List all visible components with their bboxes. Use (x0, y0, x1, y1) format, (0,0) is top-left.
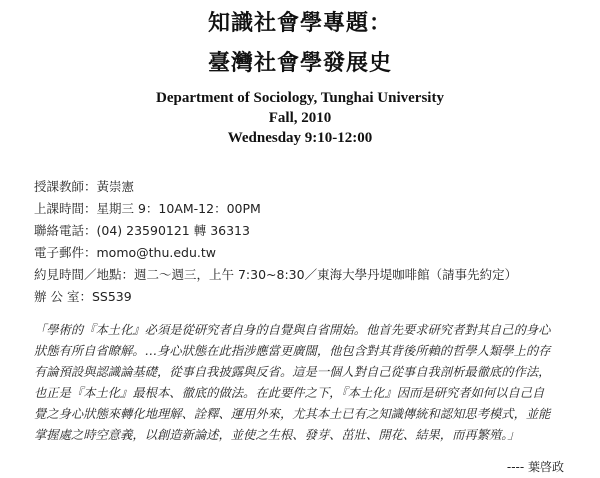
office-row: 辦 公 室：SS539 (34, 289, 132, 304)
course-info (34, 176, 517, 308)
department-name: Department of Sociology, Tunghai University (156, 90, 444, 106)
term: Fall, 2010 (268, 110, 332, 126)
schedule: Wednesday 9:10-12:00 (227, 130, 373, 146)
instructor-row: 授課教師：黃崇憲 (34, 179, 135, 194)
email-row: 電子郵件：momo@thu.edu.tw (34, 245, 217, 260)
quote-author: ---- 葉啓政 (506, 460, 564, 474)
quote-line: 掌握處之時空意義，以創造新論述，並使之生根、發芽、茁壯、開花、結果，而再繁殖。」 (34, 428, 520, 442)
quote-line: 也正是『本土化』最根本、徹底的做法。在此要件之下，『本土化』因而是研究者如何以自己自 (34, 386, 545, 400)
office-hours-row: 約見時間／地點：週二～週三，上午 7:30~8:30／東海大學丹堤咖啡館（請事先約定） (34, 267, 518, 282)
course-title: 知識社會學專題： (207, 10, 392, 36)
class-time-row: 上課時間：星期三 9：10AM-12：00PM (34, 201, 261, 216)
quote-line: 狀態有所自省瞭解。…身心狀態在此指涉應當更廣闊，他包含對其背後所賴的哲學人類學上的存 (34, 344, 551, 358)
phone-row: 聯絡電話：(04) 23590121 轉 36313 (34, 223, 250, 238)
quote-line: 「學術的『本土化』必須是從研究者自身的自覺與自省開始。他首先要求研究者對其自己的身心 (34, 323, 551, 337)
quote-block (34, 320, 582, 446)
course-subtitle: 臺灣社會學發展史 (207, 50, 392, 76)
quote-line: 有論預設與認識論基礎，從事自我披露與反省。這是一個人對自己從事自我剖析最徹底的作法， (34, 365, 551, 379)
quote-line: 覺之身心狀態來轉化地理解、詮釋、運用外來，尤其本土已有之知識傳統和認知思考模式，並能 (34, 407, 551, 421)
